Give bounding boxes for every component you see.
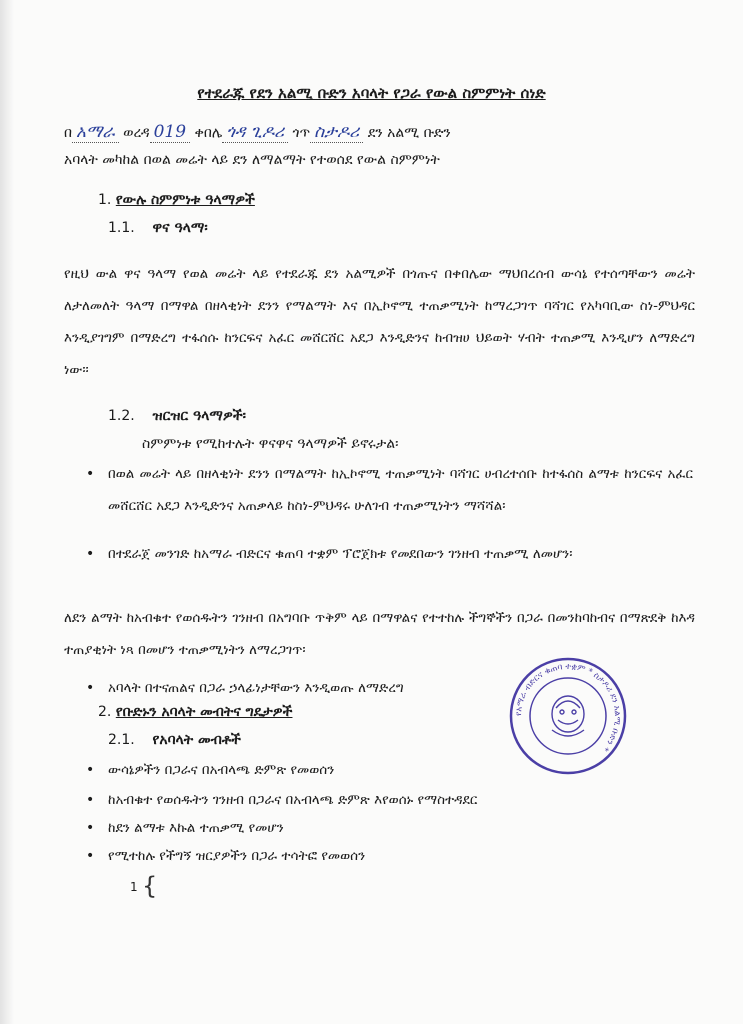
list-item: • በወል መሬት ላይ በዘላቂነት ደንን በማልማት ከኢኮኖሚ ተጠቃሚነት ባሻገር ሀብረተሰቡ ከተፋሰስ ልማቱ ከንርፍና አፈር መሸርሸር አደጋ እንዲድንና አጠቃላይ ከስነ-ምህዳሩ ሁለገብ ተጠቃሚነትን ማሻሻል፡ <box>86 458 693 522</box>
handwritten-region: አማራ <box>72 122 119 143</box>
handwritten-kebele: ጎዳ ጊዶሪ <box>222 122 288 143</box>
list-item: • የሚተከሉ የችግኝ ዝርያዎችን በጋራ ተሳትፎ የመወሰን <box>86 840 693 872</box>
stamp-outer-ring <box>511 659 625 773</box>
stamp-inner-ring <box>530 678 606 754</box>
page-number-bracket: { <box>142 872 158 900</box>
official-stamp <box>508 656 628 776</box>
section-1-2-heading: 1.2. ዝርዝር ዓላማዎች፡ <box>108 408 246 424</box>
intro-line-1: በ አማራ ወረዳ 019 ቀበሌ ጎዳ ጊዶሪ ጎጥ ስታዶሪ ደን አልሚ ቡድን <box>64 122 451 142</box>
list-item: • ከአብቁተ የወሰዱትን ገንዘብ በጋራና በአብላጫ ድምጽ እየወሰኑ የማስተዳደር <box>86 784 693 816</box>
document-title: የተደራጁ የደን አልሚ ቡድን አባላት የጋራ የውል ስምምነት ሰነድ <box>197 84 546 102</box>
section-1-1-heading: 1.1. ዋና ዓላማ፡ <box>108 220 208 236</box>
stamp-emblem-icon <box>552 696 584 736</box>
section-2-heading: 2. የቡድኑን አባላት መብትና ግዴታዎች <box>98 704 293 720</box>
page-edge-shadow <box>0 0 14 1024</box>
page-number: 1 <box>130 880 138 894</box>
section-1-1-paragraph: የዚህ ውል ዋና ዓላማ የወል መሬት ላይ የተደራጁ ደን አልሚዎች በጎጡና በቀበሌው ማህበረሰብ ውሳኔ የተሰጣቸውን መሬት ለታለመለት ዓላማ በማዋል በዘላቂነት ደንን የማልማት እና በኢኮኖሚ ተጠቃሚነት ከማረጋገጥ ባሻገር የአካባቢው ስነ-ምህዳር እንዲያገግም በማድረግ ተፋሰሱ ከንርፍና አፈር መሸርሸር አደጋ እንዲድንና ከብዝሀ ህይወት ሃብት ተጠቃሚ እንዲሆን ለማድረግ ነው፡፡ <box>64 266 695 378</box>
list-item: • ከደን ልማቱ እኩል ተጠቃሚ የመሆን <box>86 812 693 844</box>
stamp-ring-text: የአማራ ብድርና ቁጠባ ተቋም * ስታዶሪ ደን አልሚ ቡድን * <box>513 661 623 753</box>
list-item: • ውሳኔዎችን በጋራና በአብላጫ ድምጽ የመወሰን <box>86 754 693 786</box>
section-1-heading: 1. የውሉ ስምምነቱ ዓላማዎች <box>98 192 255 208</box>
section-1-2-intro: ስምምነቱ የሚከተሉት ዋናዋና ዓላማዎች ይኖሩታል፡ <box>142 436 399 452</box>
section-2-1-heading: 2.1. የአባላት መብቶች <box>108 732 241 748</box>
list-item: • አባላት በተናጠልና በጋራ ኃላፊነታቸውን እንዲወጡ ለማድረግ <box>86 672 493 704</box>
list-item: • በተደራጀ መንገድ ከአማራ ብድርና ቁጠባ ተቋም ፕሮጀክቱ የመደበውን ገንዘብ ተጠቃሚ ለመሆን፡ <box>86 538 693 570</box>
intro-line-2: አባላት መካከል በወል መሬት ላይ ደን ለማልማት የተወሰደ የውል ስምምነት <box>64 152 440 168</box>
section-1-paragraph-2: ለደን ልማት ከአብቁተ የወሰዱትን ገንዘብ በአግባቡ ጥቅም ላይ በማዋልና የተተከሉ ችግኞችን በጋራ በመንከባከብና በማጽደቅ ከእዳ ተጠያቂነት ነጻ በመሆን ተጠቃሚነትን ለማረጋገጥ፡ <box>64 610 695 658</box>
handwritten-wereda: 019 <box>150 122 190 143</box>
handwritten-got: ስታዶሪ <box>310 122 363 143</box>
